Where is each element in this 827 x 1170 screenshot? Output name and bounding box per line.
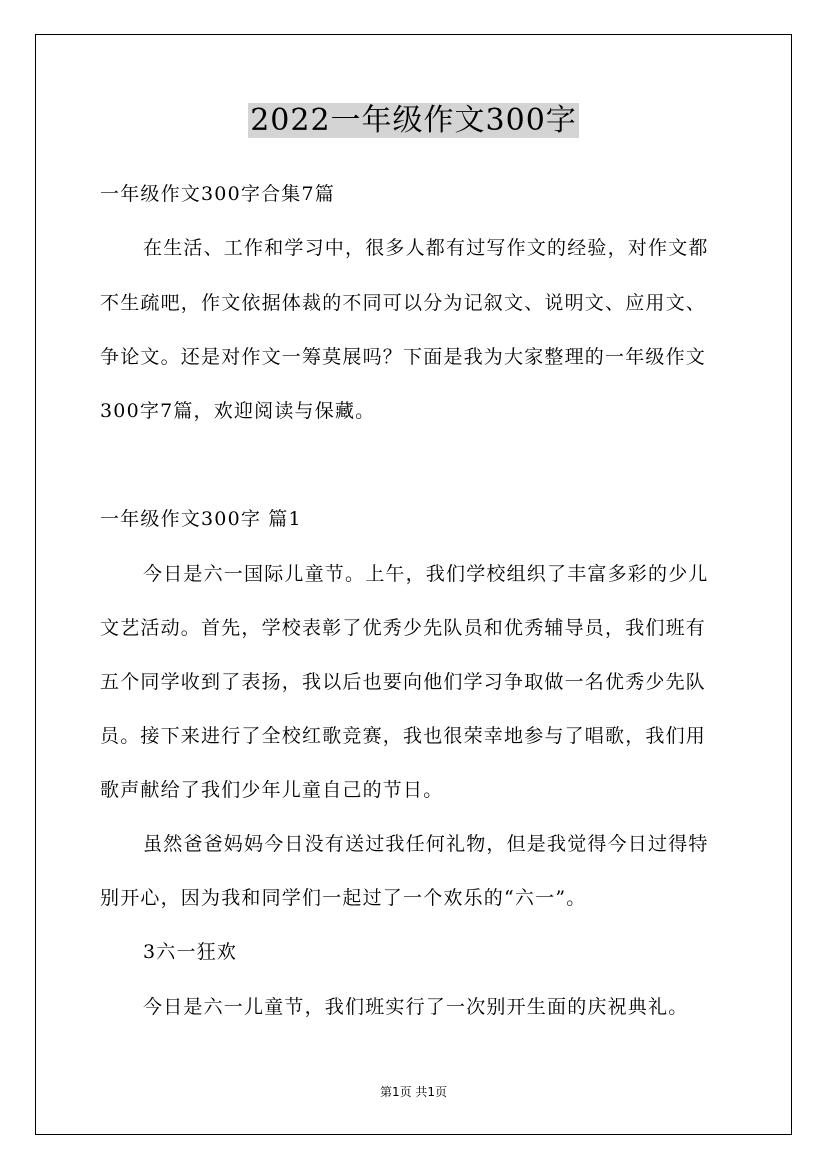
paragraph-line: 五个同学收到了表扬，我以后也要向他们学习争取做一名优秀少先队: [100, 671, 707, 693]
intro-line: 在生活、工作和学习中，很多人都有过写作文的经验，对作文都: [143, 237, 709, 259]
intro-line: 不生疏吧，作文依据体裁的不同可以分为记叙文、说明文、应用文、: [100, 292, 707, 314]
intro-line: 争论文。还是对作文一筹莫展吗？下面是我为大家整理的一年级作文: [100, 346, 707, 368]
paragraph-line: 员。接下来进行了全校红歌竞赛，我也很荣幸地参与了唱歌，我们用: [100, 725, 707, 747]
page-footer: 第1页 共1页: [379, 1085, 448, 1099]
document-title-text: 2022一年级作文300字: [250, 103, 577, 138]
intro-line: 300字7篇，欢迎阅读与保藏。: [100, 400, 376, 422]
sub-heading: 3六一狂欢: [143, 941, 238, 963]
paragraph-line: 今日是六一儿童节，我们班实行了一次别开生面的庆祝典礼。: [143, 996, 689, 1018]
section-heading: 一年级作文300字 篇1: [100, 508, 302, 530]
paragraph-line: 今日是六一国际儿童节。上午，我们学校组织了丰富多彩的少儿: [143, 563, 709, 585]
paragraph-line: 虽然爸爸妈妈今日没有送过我任何礼物，但是我觉得今日过得特: [143, 833, 709, 855]
paragraph-line: 歌声献给了我们少年儿童自己的节日。: [100, 779, 444, 801]
paragraph-line: 文艺活动。首先，学校表彰了优秀少先队员和优秀辅导员，我们班有: [100, 617, 707, 639]
paragraph-line: 别开心，因为我和同学们一起过了一个欢乐的“六一”。: [100, 887, 587, 909]
document-title: [0, 100, 827, 142]
subtitle: 一年级作文300字合集7篇: [100, 183, 335, 205]
